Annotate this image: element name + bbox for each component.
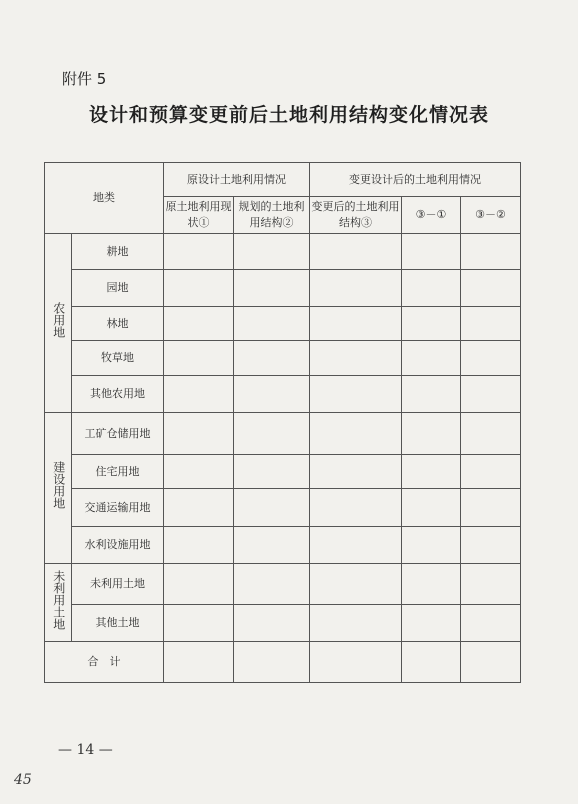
cell-empty <box>310 376 402 413</box>
header-changed-group: 变更设计后的土地利用情况 <box>310 163 521 197</box>
cell-empty <box>310 270 402 307</box>
page-number: — 14 — <box>58 742 113 758</box>
row-label: 林地 <box>72 307 164 341</box>
cell-empty <box>402 376 461 413</box>
cell-empty <box>164 605 234 642</box>
document-title: 设计和预算变更前后土地利用结构变化情况表 <box>88 104 489 126</box>
attachment-label: 附件 5 <box>62 70 107 88</box>
cell-empty <box>461 307 521 341</box>
group-label: 未利用土地 <box>51 569 66 630</box>
header-col-planned: 规划的土地利用结构② <box>234 197 310 234</box>
handwritten-note: 45 <box>14 772 32 788</box>
cell-empty <box>234 234 310 270</box>
total-label: 合 计 <box>45 642 164 683</box>
cell-empty <box>402 270 461 307</box>
cell-empty <box>164 455 234 489</box>
cell-empty <box>234 527 310 564</box>
row-label: 交通运输用地 <box>72 489 164 527</box>
group-agricultural <box>45 234 72 413</box>
cell-empty <box>461 341 521 376</box>
row-label: 耕地 <box>72 234 164 270</box>
land-use-table <box>44 162 521 683</box>
cell-empty <box>461 270 521 307</box>
cell-empty <box>310 455 402 489</box>
header-original-group: 原设计土地利用情况 <box>164 163 310 197</box>
cell-empty <box>310 642 402 683</box>
header-col-changed: 变更后的土地利用结构③ <box>310 197 402 234</box>
cell-empty <box>164 527 234 564</box>
cell-empty <box>234 642 310 683</box>
cell-empty <box>402 642 461 683</box>
cell-empty <box>234 413 310 455</box>
group-unused <box>45 564 72 642</box>
cell-empty <box>164 489 234 527</box>
cell-empty <box>164 564 234 605</box>
cell-empty <box>164 341 234 376</box>
header-col-current: 原土地利用现状① <box>164 197 234 234</box>
row-label: 其他农用地 <box>72 376 164 413</box>
row-label: 住宅用地 <box>72 455 164 489</box>
group-label: 农用地 <box>51 302 66 339</box>
cell-empty <box>310 341 402 376</box>
cell-empty <box>461 376 521 413</box>
cell-empty <box>234 605 310 642</box>
cell-empty <box>461 455 521 489</box>
cell-empty <box>164 234 234 270</box>
cell-empty <box>402 527 461 564</box>
header-land-type: 地类 <box>45 163 164 234</box>
cell-empty <box>310 564 402 605</box>
cell-empty <box>461 564 521 605</box>
cell-empty <box>234 270 310 307</box>
cell-empty <box>234 564 310 605</box>
cell-empty <box>461 489 521 527</box>
cell-empty <box>461 642 521 683</box>
cell-empty <box>164 376 234 413</box>
cell-empty <box>310 605 402 642</box>
row-label: 牧草地 <box>72 341 164 376</box>
cell-empty <box>461 605 521 642</box>
cell-empty <box>402 455 461 489</box>
row-label: 未利用土地 <box>72 564 164 605</box>
cell-empty <box>402 234 461 270</box>
cell-empty <box>461 527 521 564</box>
row-label: 水利设施用地 <box>72 527 164 564</box>
header-col-diff2: ③－② <box>461 197 521 234</box>
cell-empty <box>310 307 402 341</box>
cell-empty <box>310 527 402 564</box>
cell-empty <box>402 489 461 527</box>
cell-empty <box>402 341 461 376</box>
cell-empty <box>402 564 461 605</box>
row-label: 园地 <box>72 270 164 307</box>
cell-empty <box>310 413 402 455</box>
row-label: 其他土地 <box>72 605 164 642</box>
header-col-diff1: ③－① <box>402 197 461 234</box>
cell-empty <box>164 642 234 683</box>
group-construction <box>45 413 72 564</box>
group-label: 建设用地 <box>51 461 66 510</box>
cell-empty <box>234 376 310 413</box>
cell-empty <box>164 413 234 455</box>
cell-empty <box>234 307 310 341</box>
cell-empty <box>164 270 234 307</box>
cell-empty <box>402 605 461 642</box>
cell-empty <box>461 234 521 270</box>
cell-empty <box>461 413 521 455</box>
row-label: 工矿仓储用地 <box>72 413 164 455</box>
cell-empty <box>234 489 310 527</box>
cell-empty <box>402 413 461 455</box>
cell-empty <box>164 307 234 341</box>
cell-empty <box>234 455 310 489</box>
cell-empty <box>310 489 402 527</box>
cell-empty <box>402 307 461 341</box>
cell-empty <box>310 234 402 270</box>
cell-empty <box>234 341 310 376</box>
